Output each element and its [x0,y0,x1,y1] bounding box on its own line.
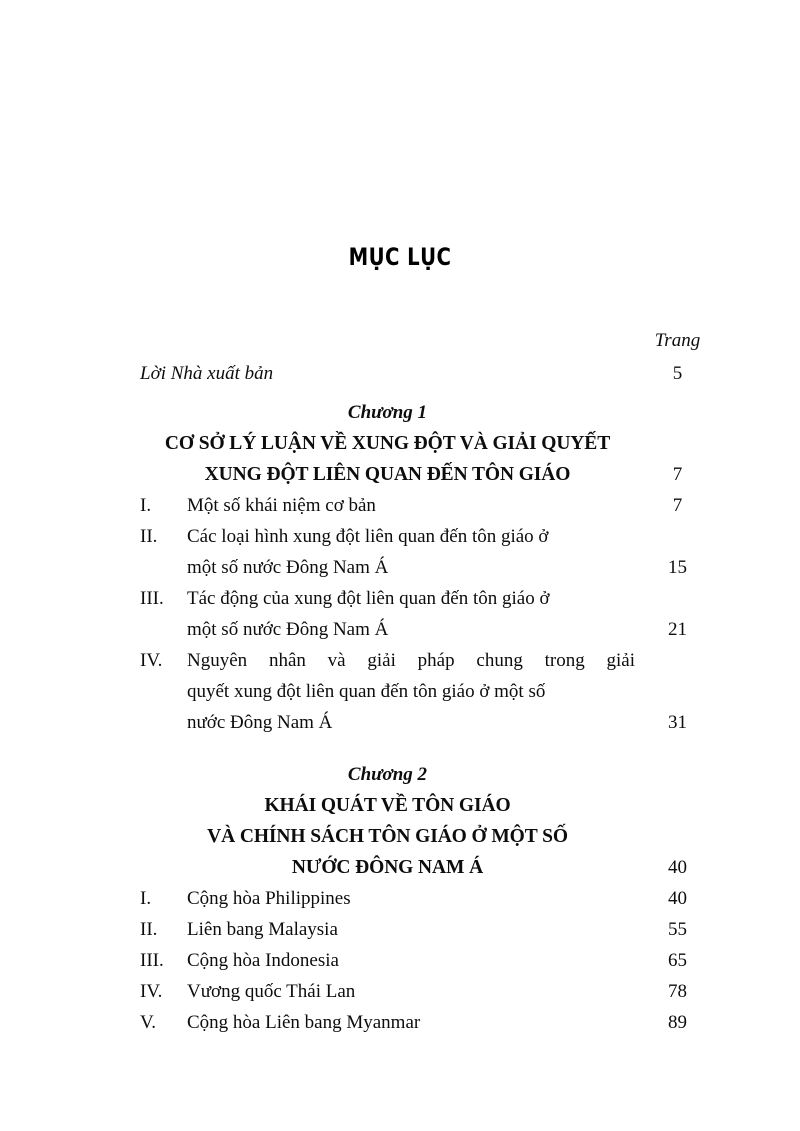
chapter-title-line: KHÁI QUÁT VỀ TÔN GIÁO [264,795,511,816]
toc-entry[interactable] [140,521,720,583]
entry-numeral: I. [140,888,152,909]
chapter-page-number: 40 [668,857,687,878]
vertical-spacer [140,389,720,397]
entry-page-number: 78 [668,981,687,1002]
entry-numeral: III. [140,950,164,971]
entry-numeral: IV. [140,981,163,1002]
chapter-title [140,428,635,490]
front-matter-label: Lời Nhà xuất bản [140,363,274,384]
chapter-kicker: Chương 2 [347,764,428,785]
entry-page-number: 55 [668,919,687,940]
entry-label [187,976,635,1007]
entry-page-number: 21 [668,619,687,640]
toc-entry[interactable] [140,914,720,945]
entry-numeral: V. [140,1012,157,1033]
chapter-title-line: VÀ CHÍNH SÁCH TÔN GIÁO Ở MỘT SỐ [207,826,568,847]
toc-entry[interactable] [140,1007,720,1038]
entry-numeral: II. [140,919,158,940]
chapter-title [140,790,635,883]
chapter-kicker: Chương 1 [347,402,428,423]
page-column-header-row [140,325,720,356]
entry-label [187,883,635,914]
chapter-block [140,738,720,1038]
entry-page-number: 65 [668,950,687,971]
chapter-list [140,389,720,1038]
toc-entry[interactable] [140,883,720,914]
entry-label [187,521,635,583]
toc-entry[interactable] [140,583,720,645]
entry-page-number: 7 [672,495,683,516]
entry-label-line: quyết xung đột liên quan đến tôn giáo ở một số [187,681,546,702]
chapter-title-row[interactable] [140,428,720,490]
toc-entry[interactable] [140,490,720,521]
chapter-block [140,389,720,738]
entry-page-number: 40 [668,888,687,909]
chapter-page-number: 7 [672,464,683,485]
front-matter-page-number: 5 [672,363,683,384]
entry-numeral: IV. [140,650,163,671]
entry-label-line: Tác động của xung đột liên quan đến tôn giáo ở [187,588,550,609]
entry-page-number: 31 [668,712,687,733]
entry-label [187,490,635,521]
entry-numeral: I. [140,495,152,516]
spacer [140,325,635,356]
chapter-title-line: NƯỚC ĐÔNG NAM Á [291,857,484,878]
entry-label [187,1007,635,1038]
toc-entry-front-matter[interactable] [140,358,720,389]
entry-label [187,645,635,738]
vertical-spacer [140,738,720,759]
entry-label-line: Cộng hòa Liên bang Myanmar [187,1012,421,1033]
entry-page-number: 15 [668,557,687,578]
entry-label-line: Cộng hòa Indonesia [187,950,339,971]
chapter-title-row[interactable] [140,790,720,883]
entry-label-line: Cộng hòa Philippines [187,888,351,909]
entry-label-line: Liên bang Malaysia [187,919,338,940]
entry-page-number: 89 [668,1012,687,1033]
entry-label-line: nước Đông Nam Á [187,712,333,733]
entry-label-line: một số nước Đông Nam Á [187,619,389,640]
page-column-header: Trang [654,330,701,351]
toc-entry[interactable] [140,945,720,976]
entry-label [187,914,635,945]
toc-entry[interactable] [140,976,720,1007]
entry-label-line: Nguyên nhân và giải pháp chung trong giải [187,650,635,671]
entry-label [187,945,635,976]
entry-label-line: Một số khái niệm cơ bản [187,495,376,516]
entry-label-line: Vương quốc Thái Lan [187,981,356,1002]
entry-label-line: Các loại hình xung đột liên quan đến tôn giáo ở [187,526,549,547]
chapter-title-line: CƠ SỞ LÝ LUẬN VỀ XUNG ĐỘT VÀ GIẢI QUYẾT [164,433,611,454]
entry-label [187,583,635,645]
entry-numeral: III. [140,588,164,609]
table-of-contents [140,325,720,1038]
entry-numeral: II. [140,526,158,547]
chapter-title-line: XUNG ĐỘT LIÊN QUAN ĐẾN TÔN GIÁO [204,464,571,485]
toc-entry[interactable] [140,645,720,738]
page-title: MỤC LỤC [348,243,452,271]
entry-label-line: một số nước Đông Nam Á [187,557,389,578]
